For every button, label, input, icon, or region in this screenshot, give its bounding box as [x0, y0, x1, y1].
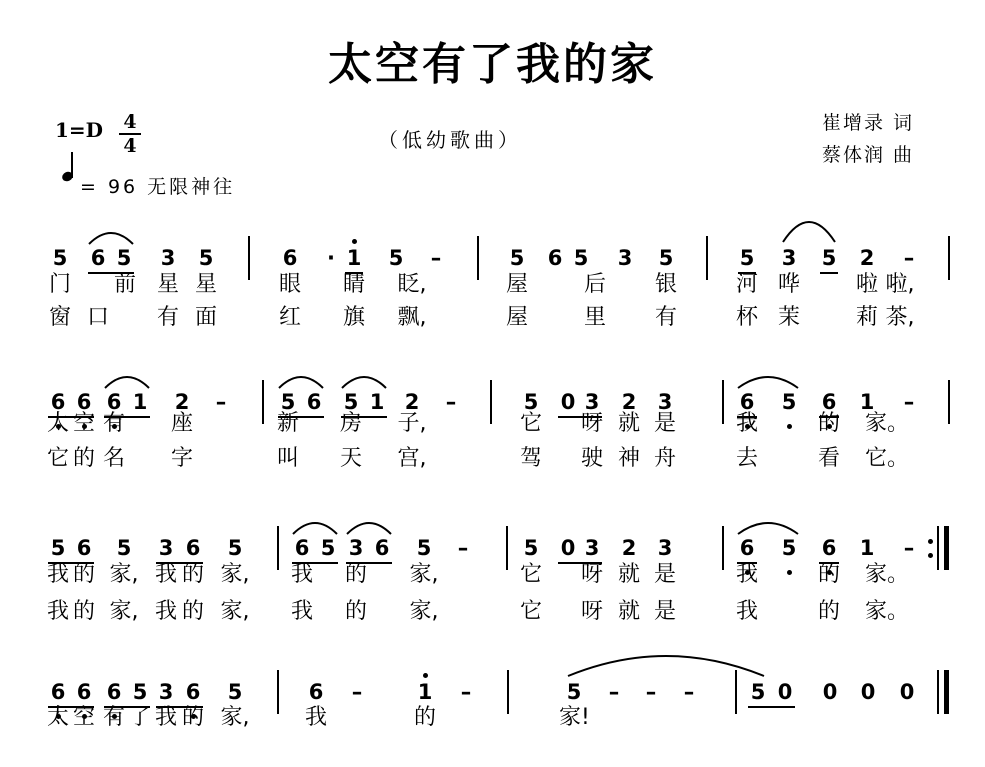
lyric-syllable: 眨,: [397, 272, 427, 297]
meter-bottom: 4: [123, 135, 137, 157]
jianpu-note: 5: [781, 536, 797, 560]
jianpu-note: 1: [369, 390, 385, 414]
lyric-syllable: 我: [735, 599, 758, 624]
jianpu-note: 2: [859, 246, 875, 270]
lyric-syllable: 的: [817, 562, 840, 587]
lyric-syllable: 叫: [276, 446, 299, 471]
slur-long: [783, 222, 835, 242]
lyric-syllable: 太: [46, 705, 69, 730]
lyric-syllable: 眼: [278, 272, 301, 297]
bar-line: [277, 670, 279, 714]
lyric-syllable: 河: [735, 272, 758, 297]
repeat-dot: [928, 539, 933, 544]
jianpu-note: 1: [859, 390, 875, 414]
jianpu-note: –: [903, 246, 915, 270]
jianpu-note: –: [903, 390, 915, 414]
eighth-underline: [820, 272, 838, 274]
slur: [293, 523, 337, 534]
jianpu-note: 5: [750, 680, 766, 704]
quarter-note-stem: [71, 152, 73, 178]
jianpu-note: 6: [739, 390, 755, 414]
jianpu-note: 3: [584, 536, 600, 560]
lyric-syllable: 看: [817, 446, 840, 471]
jianpu-note: 6: [308, 680, 324, 704]
slur: [347, 523, 391, 534]
jianpu-note: 6: [294, 536, 310, 560]
jianpu-note: 5: [116, 246, 132, 270]
lyric-syllable: 有: [654, 305, 677, 330]
jianpu-note: 6: [50, 680, 66, 704]
lyric-syllable: 面: [194, 305, 217, 330]
lyric-syllable: 宫,: [397, 446, 427, 471]
lyric-syllable: 它: [519, 562, 542, 587]
lyric-syllable: 太: [46, 411, 69, 436]
lyric-syllable: 红: [278, 305, 301, 330]
lyric-syllable: 我: [154, 705, 177, 730]
lyric-syllable: 它: [519, 599, 542, 624]
jianpu-note: 5: [320, 536, 336, 560]
lyric-syllable: 飘,: [397, 305, 427, 330]
jianpu-note: 0: [822, 680, 838, 704]
lyric-syllable: 空: [72, 705, 95, 730]
eighth-underline: [748, 706, 795, 708]
lyric-syllable: 的: [344, 562, 367, 587]
jianpu-note: 5: [509, 246, 525, 270]
lyric-syllable: 的: [817, 411, 840, 436]
lyric-syllable: 星: [156, 272, 179, 297]
lyric-syllable: 去: [735, 446, 758, 471]
lyric-syllable: 家。: [865, 599, 910, 624]
jianpu-note: 5: [566, 680, 582, 704]
jianpu-note: –: [457, 536, 469, 560]
lyric-syllable: 天: [339, 446, 362, 471]
jianpu-note: –: [683, 680, 695, 704]
lyric-syllable: 驾: [519, 446, 542, 471]
lyric-syllable: 星: [194, 272, 217, 297]
composer-credit: 蔡体润 曲: [822, 144, 915, 166]
lyric-syllable: 是: [653, 599, 676, 624]
lyric-syllable: 就: [617, 411, 640, 436]
lyric-syllable: 呀: [580, 411, 603, 436]
jianpu-note: 6: [185, 680, 201, 704]
octave-dot-above: [423, 673, 428, 678]
slur: [105, 377, 149, 388]
lyric-syllable: 啦,: [885, 272, 915, 297]
slur: [738, 523, 798, 534]
jianpu-note: –: [460, 680, 472, 704]
jianpu-note: 3: [617, 246, 633, 270]
jianpu-note: 5: [658, 246, 674, 270]
slur: [279, 377, 323, 388]
lyric-syllable: 房: [339, 411, 362, 436]
jianpu-note: 5: [343, 390, 359, 414]
jianpu-note: 1: [346, 246, 362, 270]
jianpu-note: 6: [739, 536, 755, 560]
lyric-syllable: 的: [72, 562, 95, 587]
lyric-syllable: 字: [170, 446, 193, 471]
meter-top: 4: [123, 111, 137, 133]
lyric-syllable: 新: [276, 411, 299, 436]
octave-dot-below: [787, 570, 792, 575]
lyric-syllable: 屋: [505, 305, 528, 330]
jianpu-note: 5: [227, 680, 243, 704]
jianpu-note: 0: [899, 680, 915, 704]
jianpu-note: 6: [76, 390, 92, 414]
lyric-syllable: 门: [48, 272, 71, 297]
lyric-syllable: 有: [102, 411, 125, 436]
lyric-syllable: 我: [46, 562, 69, 587]
lyric-syllable: 呀: [580, 562, 603, 587]
lyric-syllable: 的: [181, 562, 204, 587]
slur: [342, 377, 386, 388]
jianpu-note: 5: [116, 536, 132, 560]
bar-line: [735, 670, 737, 714]
slur: [738, 377, 798, 388]
lyric-syllable: 我: [304, 705, 327, 730]
jianpu-note: –: [445, 390, 457, 414]
lyric-syllable: 睛: [342, 272, 365, 297]
bar-line: [507, 670, 509, 714]
lyric-syllable: 家,: [220, 562, 250, 587]
bar-line: [937, 526, 939, 570]
jianpu-note: –: [351, 680, 363, 704]
lyric-syllable: 茉: [777, 305, 800, 330]
jianpu-note: 6: [282, 246, 298, 270]
lyric-syllable: 的: [181, 599, 204, 624]
jianpu-note: 6: [374, 536, 390, 560]
jianpu-note: 6: [821, 536, 837, 560]
jianpu-note: 5: [523, 536, 539, 560]
lyric-syllable: 旗: [342, 305, 365, 330]
lyric-syllable: 杯: [735, 305, 758, 330]
jianpu-note: 5: [781, 390, 797, 414]
jianpu-note: –: [430, 246, 442, 270]
lyric-syllable: 家,: [220, 705, 250, 730]
jianpu-note: –: [903, 536, 915, 560]
lyric-syllable: 空: [72, 411, 95, 436]
jianpu-note: 5: [523, 390, 539, 414]
lyric-syllable: 它。: [865, 446, 910, 471]
bar-line: [477, 236, 479, 280]
lyric-syllable: 口: [86, 305, 109, 330]
lyric-syllable: 就: [617, 562, 640, 587]
jianpu-note: 5: [416, 536, 432, 560]
jianpu-note: 3: [584, 390, 600, 414]
lyric-syllable: 我: [290, 562, 313, 587]
repeat-dot: [928, 553, 933, 558]
jianpu-note: 3: [160, 246, 176, 270]
jianpu-note: 6: [185, 536, 201, 560]
lyric-syllable: 我: [154, 562, 177, 587]
jianpu-note: 5: [280, 390, 296, 414]
jianpu-note: 0: [777, 680, 793, 704]
octave-dot-above: [352, 239, 357, 244]
key-signature: 1=D: [55, 118, 104, 142]
lyric-syllable: 我: [46, 599, 69, 624]
lyric-syllable: 前: [113, 272, 136, 297]
lyric-syllable: 我: [735, 411, 758, 436]
lyricist-credit: 崔增录 词: [822, 112, 915, 134]
lyric-syllable: 的: [413, 705, 436, 730]
jianpu-note: 6: [76, 536, 92, 560]
lyric-syllable: 就: [617, 599, 640, 624]
jianpu-note: 6: [306, 390, 322, 414]
bar-line: [506, 526, 508, 570]
lyric-syllable: 子,: [397, 411, 427, 436]
final-bar-line: [944, 670, 949, 714]
jianpu-note: 1: [859, 536, 875, 560]
jianpu-note: ·: [327, 246, 335, 270]
song-subtitle: （低幼歌曲）: [378, 128, 522, 152]
jianpu-note: 5: [132, 680, 148, 704]
bar-line: [490, 380, 492, 424]
bar-line: [277, 526, 279, 570]
jianpu-note: 6: [106, 390, 122, 414]
octave-dot-below: [787, 424, 792, 429]
lyric-syllable: 我: [735, 562, 758, 587]
jianpu-note: 2: [621, 536, 637, 560]
lyric-syllable: 银: [654, 272, 677, 297]
jianpu-note: 6: [821, 390, 837, 414]
lyric-syllable: 是: [653, 411, 676, 436]
lyric-syllable: 有: [102, 705, 125, 730]
jianpu-note: 0: [560, 536, 576, 560]
lyric-syllable: 名: [102, 446, 125, 471]
jianpu-note: 6: [76, 680, 92, 704]
lyric-syllable: 里: [583, 305, 606, 330]
jianpu-note: 0: [860, 680, 876, 704]
time-signature: [119, 112, 141, 156]
lyric-syllable: 了: [128, 705, 151, 730]
jianpu-note: 3: [657, 390, 673, 414]
lyric-syllable: 的: [181, 705, 204, 730]
lyric-syllable: 舟: [653, 446, 676, 471]
jianpu-note: 5: [50, 536, 66, 560]
lyric-syllable: 的: [72, 446, 95, 471]
lyric-syllable: 茶,: [885, 305, 915, 330]
jianpu-note: 5: [227, 536, 243, 560]
lyric-syllable: 后: [583, 272, 606, 297]
jianpu-note: 6: [50, 390, 66, 414]
lyric-syllable: 屋: [505, 272, 528, 297]
jianpu-note: 3: [348, 536, 364, 560]
lyric-syllable: 啦: [855, 272, 878, 297]
jianpu-note: –: [645, 680, 657, 704]
lyric-syllable: 家,: [109, 562, 139, 587]
bar-line: [722, 526, 724, 570]
jianpu-note: 5: [52, 246, 68, 270]
jianpu-note: 6: [547, 246, 563, 270]
jianpu-note: 5: [821, 246, 837, 270]
lyric-syllable: 它: [519, 411, 542, 436]
lyric-syllable: 是: [653, 562, 676, 587]
lyric-syllable: 莉: [855, 305, 878, 330]
lyric-syllable: 家,: [409, 599, 439, 624]
jianpu-note: 5: [388, 246, 404, 270]
lyric-syllable: 有: [156, 305, 179, 330]
jianpu-note: –: [608, 680, 620, 704]
jianpu-note: 0: [560, 390, 576, 414]
final-bar-line: [944, 526, 949, 570]
lyric-syllable: 我: [290, 599, 313, 624]
jianpu-note: 5: [198, 246, 214, 270]
jianpu-note: 2: [174, 390, 190, 414]
lyric-syllable: 的: [817, 599, 840, 624]
bar-line: [937, 670, 939, 714]
lyric-syllable: 神: [617, 446, 640, 471]
lyric-syllable: 我: [154, 599, 177, 624]
lyric-syllable: 窗: [48, 305, 71, 330]
lyric-syllable: 家。: [865, 562, 910, 587]
jianpu-note: 3: [657, 536, 673, 560]
lyric-syllable: 家,: [220, 599, 250, 624]
lyric-syllable: 它: [46, 446, 69, 471]
jianpu-note: 5: [739, 246, 755, 270]
slur: [89, 233, 133, 244]
lyric-syllable: 座: [170, 411, 193, 436]
bar-line: [706, 236, 708, 280]
jianpu-note: 3: [158, 680, 174, 704]
tempo-marking: = 96 无限神往: [80, 176, 236, 198]
song-title: 太空有了我的家: [328, 39, 657, 90]
bar-line: [248, 236, 250, 280]
jianpu-note: –: [215, 390, 227, 414]
lyric-syllable: 呀: [580, 599, 603, 624]
jianpu-note: 3: [158, 536, 174, 560]
lyric-syllable: 驶: [580, 446, 603, 471]
jianpu-note: 6: [106, 680, 122, 704]
lyric-syllable: 的: [344, 599, 367, 624]
lyric-syllable: 家,: [409, 562, 439, 587]
lyric-syllable: 哗: [777, 272, 800, 297]
jianpu-note: 1: [132, 390, 148, 414]
jianpu-note: 5: [573, 246, 589, 270]
lyric-syllable: 家!: [559, 705, 590, 730]
bar-line: [948, 236, 950, 280]
lyric-syllable: 家。: [865, 411, 910, 436]
bar-line: [262, 380, 264, 424]
jianpu-note: 1: [417, 680, 433, 704]
bar-line: [722, 380, 724, 424]
jianpu-note: 6: [90, 246, 106, 270]
bar-line: [948, 380, 950, 424]
lyric-syllable: 的: [72, 599, 95, 624]
jianpu-note: 2: [621, 390, 637, 414]
jianpu-note: 2: [404, 390, 420, 414]
jianpu-note: 3: [781, 246, 797, 270]
lyric-syllable: 家,: [109, 599, 139, 624]
